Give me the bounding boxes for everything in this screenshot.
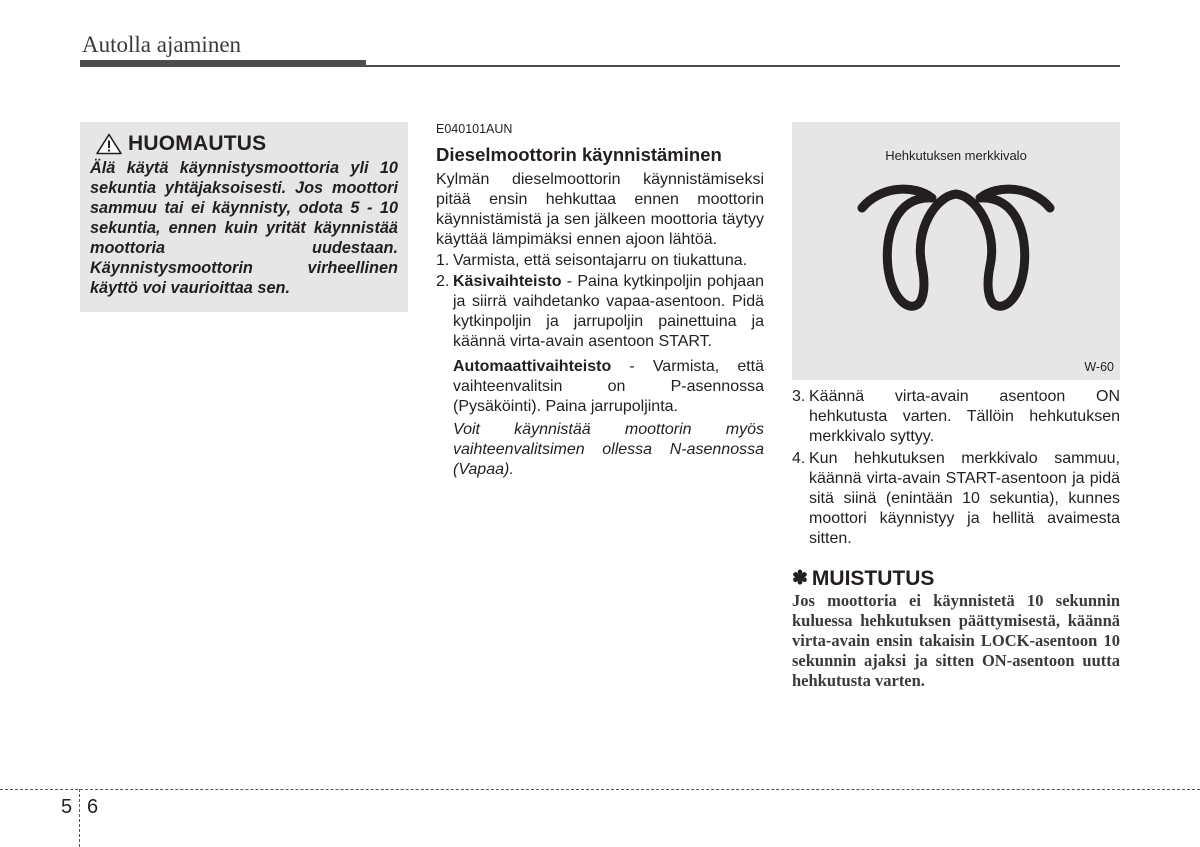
- section-intro: Kylmän dieselmoottorin käynnistämiseksi pitää ensin hehkuttaa ennen moottorin käynnistämistä ja sen jälkeen moottoria täytyy käyttää lämpimäksi ennen ajoon lähtöä.: [436, 171, 764, 248]
- step-item: [792, 449, 1120, 549]
- automatic-text: - Varmista, että vaihteenvalitsin on P-asennossa (Pysäköinti). Paina jarrupoljinta.: [453, 358, 764, 415]
- note-star-icon: ✽: [792, 568, 808, 589]
- figure-code: W-60: [1084, 360, 1114, 374]
- step-text: Käännä virta-avain asentoon ON hehkutusta varten. Tällöin hehkutuksen merkkivalo syttyy.: [809, 388, 1120, 445]
- step-number: 3.: [792, 388, 806, 405]
- footer-divider: [0, 789, 1200, 790]
- step-number: 1.: [436, 252, 450, 269]
- section-code: E040101AUN: [436, 122, 513, 136]
- step-bold-label: Käsivaihteisto: [453, 273, 562, 290]
- warning-triangle-icon: [96, 133, 122, 155]
- header-bar: [80, 60, 366, 67]
- main-section: [436, 119, 764, 480]
- step-number: 2.: [436, 273, 450, 290]
- step-item: [436, 251, 764, 271]
- indicator-figure: [792, 122, 1120, 380]
- automatic-label: Automaattivaihteisto: [453, 358, 612, 375]
- step-number: 4.: [792, 450, 806, 467]
- note-title: MUISTUTUS: [811, 567, 935, 590]
- step-item: [436, 272, 764, 352]
- chapter-number: 5: [61, 796, 73, 818]
- step-text: Varmista, että seisontajarru on tiukattuna.: [453, 252, 748, 269]
- warning-heading: [96, 132, 398, 156]
- figure-caption: Hehkutuksen merkkivalo: [885, 148, 1027, 163]
- warning-box: [80, 122, 408, 312]
- step-text: Kun hehkutuksen merkkivalo sammuu, käännä virta-avain START-asentoon ja pidä sitä siinä (enintään 10 sekuntia), kunnes moottori käynnistyy ja hellitä avaimesta sitten.: [809, 450, 1120, 547]
- header-rule: [366, 65, 1120, 67]
- step-text: [453, 272, 764, 352]
- warning-title: HUOMAUTUS: [128, 132, 267, 155]
- note-heading: [792, 569, 1120, 589]
- page-number-divider: [79, 789, 80, 847]
- italic-note: Voit käynnistää moottorin myös vaihteenvalitsimen ollessa N-asennossa (Vapaa).: [453, 421, 764, 478]
- section-title: Dieselmoottorin käynnistäminen: [436, 144, 722, 165]
- step-item: [792, 387, 1120, 447]
- automatic-paragraph: [453, 357, 764, 417]
- step-body: - Paina kytkinpoljin pohjaan ja siirrä vaihdetanko vapaa-asentoon. Pidä kytkinpoljin ja jarrupoljin painettuina ja käännä virta-avain asentoon START.: [453, 273, 764, 350]
- glow-plug-indicator-icon: [850, 182, 1062, 327]
- page-header-title: Autolla ajaminen: [82, 32, 242, 57]
- right-section: [792, 386, 1120, 691]
- note-text: Jos moottoria ei käynnistetä 10 sekunnin kuluessa hehkutuksen päättymisestä, käännä virta-avain ensin takaisin LOCK-asentoon 10 sekunnin ajaksi ja sitten ON-asentoon uutta hehkutusta varten.: [792, 591, 1120, 690]
- warning-text: Älä käytä käynnistysmoottoria yli 10 sekuntia yhtäjaksoisesti. Jos moottori sammuu tai ei käynnisty, odota 5 - 10 sekuntia, ennen kuin yrität käynnistää moottoria uudestaan. Käynnistysmoottorin virheellinen käyttö voi vaurioittaa sen.: [90, 159, 398, 297]
- page-number: 6: [87, 796, 99, 818]
